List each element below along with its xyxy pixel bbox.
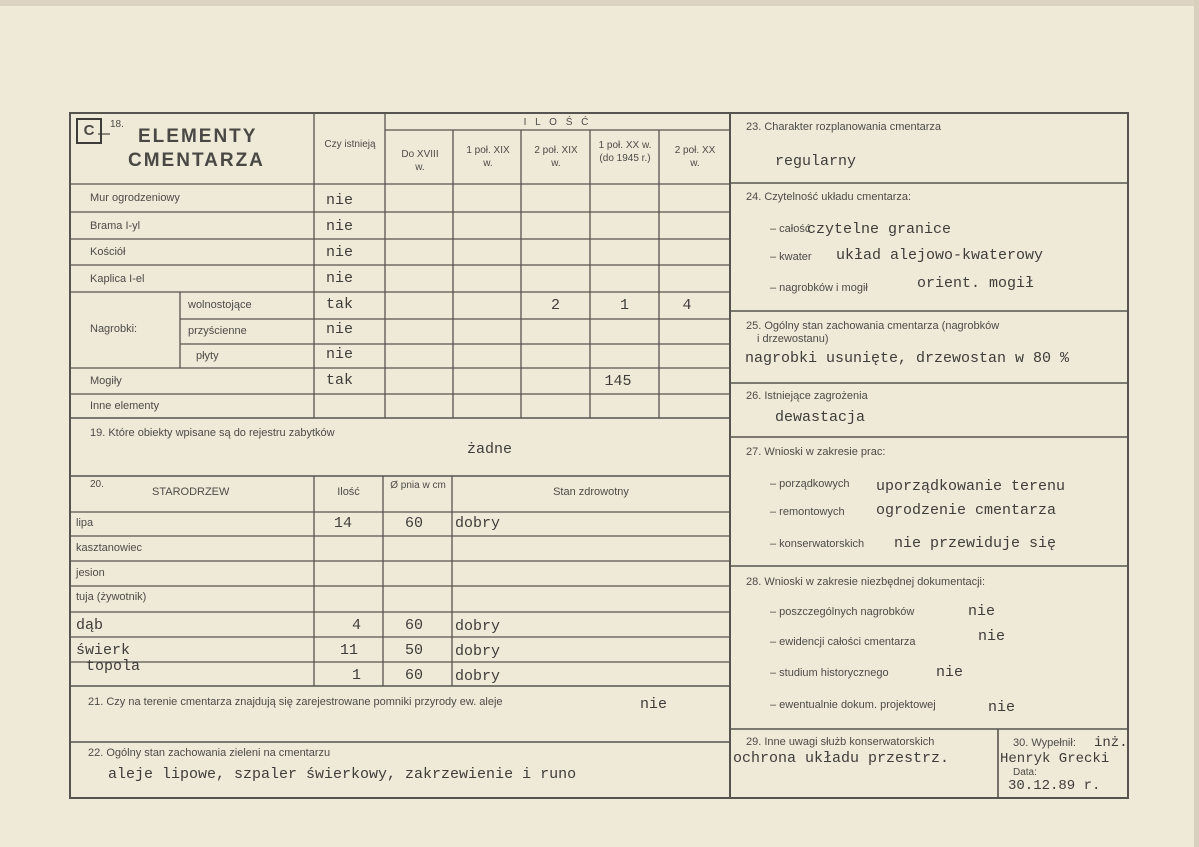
section-18-number: 18. xyxy=(110,119,124,130)
element-count: 1 xyxy=(619,297,629,314)
q28-item-label: – ewidencji całości cmentarza xyxy=(770,636,916,648)
element-label: płyty xyxy=(196,350,219,362)
period-header-2: 1 poł. XIX w. xyxy=(466,145,510,169)
q27-item-label: – porządkowych xyxy=(770,478,850,490)
exists-column-header: Czy istnieją xyxy=(324,139,376,150)
q23-value: regularny xyxy=(775,153,857,170)
period-header-1: Do XVIII w. xyxy=(401,149,439,173)
q26-value: dewastacja xyxy=(775,409,866,426)
q28-item-value: nie xyxy=(936,664,964,681)
tree-health: dobry xyxy=(455,618,501,635)
element-label: Mur ogrodzeniowy xyxy=(90,192,180,204)
q24-item-value: układ alejowo-kwaterowy xyxy=(836,247,1044,264)
element-exists: tak xyxy=(326,372,354,389)
tree-name: kasztanowiec xyxy=(76,542,143,554)
period-header-5: 2 poł. XX w. xyxy=(674,145,716,169)
q20-diameter-header: Ø pnia w cm xyxy=(390,480,446,491)
tree-diameter: 60 xyxy=(405,667,424,684)
q20-number: 20. xyxy=(90,479,104,490)
tree-name: świerk xyxy=(76,642,131,659)
element-count: 4 xyxy=(682,297,692,314)
q27-item-label: – remontowych xyxy=(770,506,845,518)
element-exists: nie xyxy=(326,218,354,235)
q21-value: nie xyxy=(640,696,668,713)
q28-item-label: – poszczególnych nagrobków xyxy=(770,606,915,618)
element-label: Brama I-yl xyxy=(90,220,141,232)
q20-header: STARODRZEW xyxy=(152,486,230,498)
element-exists: nie xyxy=(326,244,354,261)
tree-health: dobry xyxy=(455,668,501,685)
tree-health: dobry xyxy=(455,643,501,660)
tree-count: 4 xyxy=(352,617,362,634)
q21-label: 21. Czy na terenie cmentarza znajdują się zarejestrowane pomniki przyrody ew. aleje xyxy=(88,696,503,708)
section-18-title-line2: CMENTARZA xyxy=(128,150,265,171)
q28-item-value: nie xyxy=(978,628,1006,645)
q24-item-label: – całość xyxy=(770,223,811,235)
q30-date-label: Data: xyxy=(1013,767,1037,778)
q30-date-value: 30.12.89 r. xyxy=(1008,778,1101,794)
q28-item-label: – ewentualnie dokum. projektowej xyxy=(770,699,936,711)
q29-label: 29. Inne uwagi służb konserwatorskich xyxy=(746,736,935,748)
period-header-3: 2 poł. XIX w. xyxy=(534,145,578,169)
q23-label: 23. Charakter rozplanowania cmentarza xyxy=(746,121,942,133)
tree-count: 11 xyxy=(340,642,359,659)
q27-item-value: nie przewiduje się xyxy=(894,535,1057,552)
element-label: wolnostojące xyxy=(188,299,252,311)
tree-count: 14 xyxy=(334,515,353,532)
q25-label-line1: 25. Ogólny stan zachowania cmentarza (nagrobków xyxy=(746,320,1000,332)
q27-label: 27. Wnioski w zakresie prac: xyxy=(746,446,886,458)
q28-item-label: – studium historycznego xyxy=(770,667,889,679)
q19-value: żadne xyxy=(467,441,513,458)
quantity-header: I L O Ś Ć xyxy=(523,117,592,128)
tree-diameter: 60 xyxy=(405,617,424,634)
q22-value: aleje lipowe, szpaler świerkowy, zakrzewienie i runo xyxy=(108,766,577,783)
element-label: Inne elementy xyxy=(90,400,160,412)
element-count: 2 xyxy=(550,297,560,314)
card-letter-box: C xyxy=(76,118,102,144)
tree-count: 1 xyxy=(352,667,362,684)
element-label: przyścienne xyxy=(188,325,247,337)
element-exists: nie xyxy=(326,270,354,287)
q24-item-label: – nagrobków i mogił xyxy=(770,282,868,294)
q19-label: 19. Które obiekty wpisane są do rejestru zabytków xyxy=(90,427,335,439)
q29-value: ochrona układu przestrz. xyxy=(733,750,950,767)
tree-name: jesion xyxy=(76,567,105,579)
element-count: 145 xyxy=(604,373,632,390)
tree-diameter: 50 xyxy=(405,642,424,659)
tree-diameter: 60 xyxy=(405,515,424,532)
q20-count-header: Ilość xyxy=(337,486,360,498)
tree-health: dobry xyxy=(455,515,501,532)
element-exists: nie xyxy=(326,192,354,209)
q24-label: 24. Czytelność układu cmentarza: xyxy=(746,191,912,203)
tree-name: topola xyxy=(86,658,141,675)
q25-value: nagrobki usunięte, drzewostan w 80 % xyxy=(745,350,1070,367)
tree-name: tuja (żywotnik) xyxy=(76,591,147,603)
q27-item-value: ogrodzenie cmentarza xyxy=(876,502,1057,519)
element-label: Kaplica I-el xyxy=(90,273,145,285)
q28-label: 28. Wnioski w zakresie niezbędnej dokumentacji: xyxy=(746,576,986,588)
q28-item-value: nie xyxy=(968,603,996,620)
q24-item-label: – kwater xyxy=(770,251,812,263)
element-exists: nie xyxy=(326,321,354,338)
q22-label: 22. Ogólny stan zachowania zieleni na cmentarzu xyxy=(88,747,331,759)
q25-label-line2: i drzewostanu) xyxy=(757,333,829,345)
q27-item-label: – konserwatorskich xyxy=(770,538,865,550)
q24-item-value: orient. mogił xyxy=(917,275,1035,292)
q26-label: 26. Istniejące zagrożenia xyxy=(746,390,868,402)
element-label: Mogiły xyxy=(90,375,122,387)
q28-item-value: nie xyxy=(988,699,1016,716)
section-18-title-line1: ELEMENTY xyxy=(138,126,258,147)
element-exists: nie xyxy=(326,346,354,363)
q30-title: inż. xyxy=(1094,735,1128,751)
q24-item-value: czytelne granice xyxy=(807,221,952,238)
nagrobki-label: Nagrobki: xyxy=(90,323,138,335)
element-label: Kościół xyxy=(90,246,126,258)
element-exists: tak xyxy=(326,296,354,313)
q27-item-value: uporządkowanie terenu xyxy=(876,478,1066,495)
q20-health-header: Stan zdrowotny xyxy=(553,486,629,498)
tree-name: lipa xyxy=(76,517,94,529)
period-header-4: 1 poł. XX w. (do 1945 r.) xyxy=(598,140,652,164)
tree-name: dąb xyxy=(76,617,104,634)
q30-label: 30. Wypełnił: xyxy=(1013,737,1076,749)
q30-name: Henryk Grecki xyxy=(1000,751,1110,767)
